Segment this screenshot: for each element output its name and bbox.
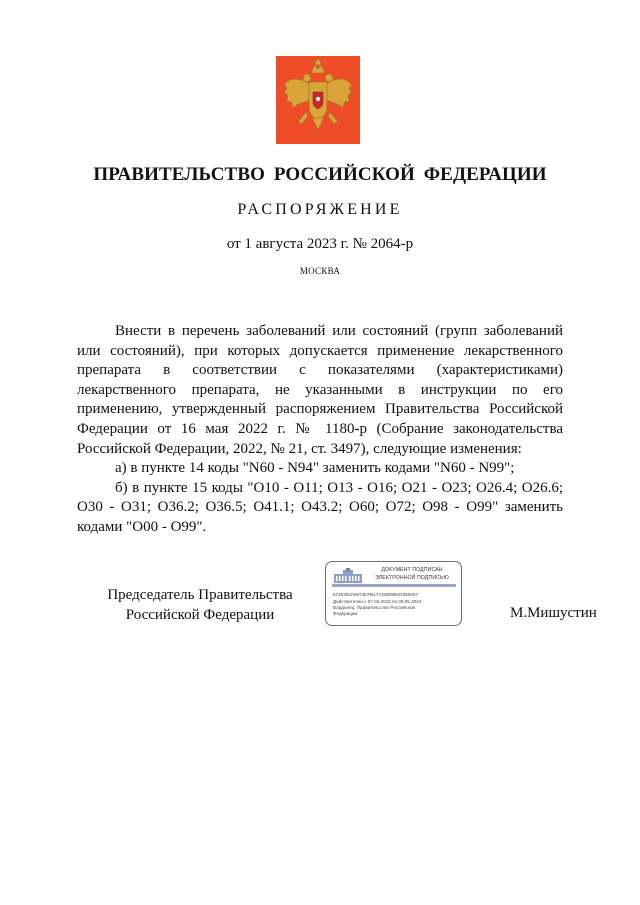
decree-body bbox=[77, 322, 563, 538]
building-icon bbox=[333, 568, 363, 584]
signer-position-line2: Российской Федерации bbox=[125, 606, 275, 623]
stamp-owner-line1: Владелец: Правительство Российской bbox=[333, 605, 415, 610]
signer-position-line1: Председатель Правительства bbox=[107, 587, 293, 603]
signer-position bbox=[102, 586, 298, 625]
russian-coat-of-arms-icon bbox=[276, 56, 360, 144]
item-b: б) в пункте 15 коды "O10 - O11; O13 - O16; O21 - O23; O26.4; O26.6; O30 - O31; O36.2; O36.5; O41.1; O43.2; O60; O72; O98 - O99" заменить кодами "O00 - O99". bbox=[77, 479, 563, 535]
electronic-signature-stamp bbox=[325, 561, 462, 626]
signer-name: М.Мишустин bbox=[510, 605, 597, 621]
stamp-owner-line2: Федерации bbox=[333, 611, 358, 616]
document-city: МОСКВА bbox=[299, 266, 341, 276]
stamp-validity: Действителен с 07.03.2023 по 30.05.2024 bbox=[333, 599, 422, 604]
document-type: РАСПОРЯЖЕНИЕ bbox=[237, 201, 403, 218]
government-title: ПРАВИТЕЛЬСТВО РОССИЙСКОЙ ФЕДЕРАЦИИ bbox=[93, 164, 547, 185]
stamp-divider bbox=[332, 584, 456, 587]
stamp-certificate: 5725303A6974DFB17AD0008622359057 bbox=[333, 592, 419, 597]
document-date-number: от 1 августа 2023 г. № 2064-р bbox=[226, 236, 414, 252]
stamp-header: ДОКУМЕНТ ПОДПИСАН ЭЛЕКТРОННОЙ ПОДПИСЬЮ bbox=[375, 567, 449, 581]
item-a: а) в пункте 14 коды "N60 - N94" заменить кодами "N60 - N99"; bbox=[115, 460, 515, 477]
main-paragraph: Внести в перечень заболеваний или состояний (групп заболеваний или состояний), при которых допускается применение лекарственного препарата в соответствии с показателями (характеристиками) лекарственного препарата, не указанными в инструкции по его применению, утвержденный распоряжением Правительства Российской Федерации от 16 мая 2022 г. № 1180-р (Собрание законодательства Российской Федерации, 2022, № 21, ст. 3497), следующие изменения: bbox=[77, 323, 563, 457]
